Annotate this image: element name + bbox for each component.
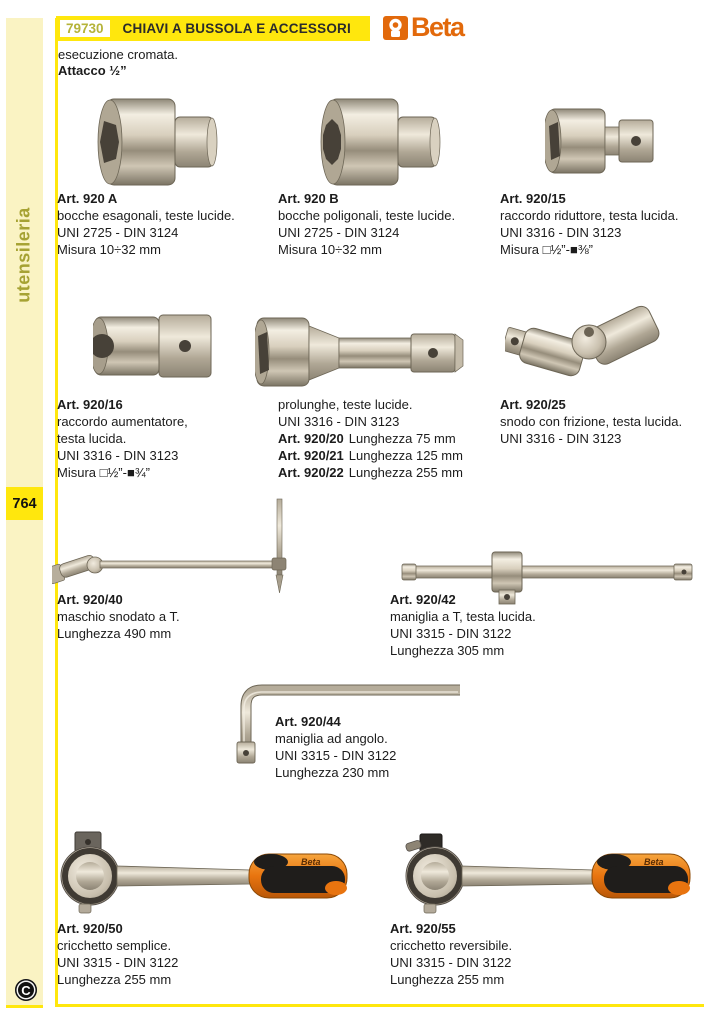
- beta-logo-icon: [383, 15, 409, 41]
- product-art-number: Art. 920/15: [500, 191, 566, 206]
- product-entry-920-25: [500, 396, 720, 447]
- variant-desc: Lunghezza 255 mm: [348, 465, 463, 480]
- product-line: Lunghezza 255 mm: [57, 972, 172, 987]
- product-photo-920b: [318, 95, 442, 189]
- product-line: Lunghezza 230 mm: [275, 765, 390, 780]
- product-line: prolunghe, teste lucide.: [278, 397, 413, 412]
- product-art-number: Art. 920/55: [390, 921, 456, 936]
- product-entry-920-40: [57, 591, 277, 642]
- product-line: Misura 10÷32 mm: [278, 242, 382, 257]
- variant-row: [278, 464, 498, 481]
- product-line: snodo con frizione, testa lucida.: [500, 414, 683, 429]
- product-line: UNI 2725 - DIN 3124: [57, 225, 179, 240]
- product-line: UNI 3315 - DIN 3122: [275, 748, 397, 763]
- product-entry-920-50: [57, 920, 277, 988]
- page-number-badge: 764: [6, 487, 43, 520]
- product-entry-920a: [57, 190, 277, 258]
- product-line: Misura □½”-■¾”: [57, 465, 150, 480]
- product-art-number: Art. 920/44: [275, 714, 341, 729]
- product-line: Lunghezza 255 mm: [390, 972, 505, 987]
- variant-desc: Lunghezza 125 mm: [348, 448, 463, 463]
- variant-row: [278, 430, 498, 447]
- product-line: UNI 3316 - DIN 3123: [278, 414, 400, 429]
- handle-brand-text: Beta: [644, 857, 664, 867]
- catalog-code: 79730: [60, 20, 110, 37]
- product-entry-920-55: [390, 920, 610, 988]
- product-line: maniglia ad angolo.: [275, 731, 388, 746]
- product-photo-920-15: [545, 104, 663, 178]
- product-entry-920-16: [57, 396, 277, 481]
- product-line: UNI 2725 - DIN 3124: [278, 225, 400, 240]
- product-line: cricchetto semplice.: [57, 938, 172, 953]
- product-art-number: Art. 920/16: [57, 397, 123, 412]
- sidebar-section-label: utensileria: [13, 207, 34, 303]
- brand-wordmark: Beta: [411, 12, 464, 42]
- product-line: Misura 10÷32 mm: [57, 242, 161, 257]
- page-title: CHIAVI A BUSSOLA E ACCESSORI: [122, 21, 351, 36]
- product-line: raccordo riduttore, testa lucida.: [500, 208, 679, 223]
- product-line: UNI 3316 - DIN 3123: [57, 448, 179, 463]
- product-line: UNI 3315 - DIN 3122: [57, 955, 179, 970]
- product-entry-920-42: [390, 591, 610, 659]
- sidebar-bottom-line: [6, 1005, 43, 1008]
- product-line: UNI 3315 - DIN 3122: [390, 626, 512, 641]
- product-line: raccordo aumentatore,: [57, 414, 188, 429]
- product-photo-920-55: [398, 828, 693, 916]
- product-line: UNI 3316 - DIN 3123: [500, 225, 622, 240]
- product-line: Lunghezza 490 mm: [57, 626, 172, 641]
- product-entry-prolunghe: [278, 396, 498, 481]
- product-art-number: Art. 920 B: [278, 191, 339, 206]
- intro-line-2: Attacco ½”: [58, 63, 127, 78]
- product-photo-920-16: [93, 309, 219, 383]
- product-line: bocche poligonali, teste lucide.: [278, 208, 456, 223]
- product-line: Lunghezza 305 mm: [390, 643, 505, 658]
- product-line: UNI 3316 - DIN 3123: [500, 431, 622, 446]
- product-line: maniglia a T, testa lucida.: [390, 609, 536, 624]
- copyright-c-icon: C: [15, 979, 37, 1001]
- product-entry-920-15: [500, 190, 720, 258]
- product-art-number: Art. 920/25: [500, 397, 566, 412]
- handle-brand-text: Beta: [301, 857, 321, 867]
- product-art-number: Art. 920 A: [57, 191, 118, 206]
- product-art-number: Art. 920/22: [278, 465, 344, 480]
- product-line: testa lucida.: [57, 431, 127, 446]
- brand-logo: [383, 12, 464, 43]
- intro-line-1: esecuzione cromata.: [58, 47, 178, 62]
- product-photo-920a: [95, 95, 219, 189]
- product-entry-920-44: [275, 713, 495, 781]
- intro-text: [58, 47, 178, 79]
- bottom-border-line: [55, 1004, 704, 1007]
- header-bar: [56, 16, 370, 41]
- product-art-number: Art. 920/50: [57, 921, 123, 936]
- product-entry-920b: [278, 190, 498, 258]
- variant-desc: Lunghezza 75 mm: [348, 431, 456, 446]
- product-line: UNI 3315 - DIN 3122: [390, 955, 512, 970]
- variant-row: [278, 447, 498, 464]
- product-photo-prolunga: [255, 312, 467, 392]
- product-photo-920-50: [55, 828, 350, 916]
- product-art-number: Art. 920/21: [278, 448, 344, 463]
- product-line: bocche esagonali, teste lucide.: [57, 208, 235, 223]
- product-line: cricchetto reversibile.: [390, 938, 513, 953]
- product-line: maschio snodato a T.: [57, 609, 180, 624]
- product-line: Misura □½”-■⅜”: [500, 242, 593, 257]
- product-art-number: Art. 920/40: [57, 592, 123, 607]
- product-art-number: Art. 920/20: [278, 431, 344, 446]
- product-art-number: Art. 920/42: [390, 592, 456, 607]
- product-photo-920-40: [52, 497, 297, 597]
- product-photo-920-25: [505, 292, 667, 392]
